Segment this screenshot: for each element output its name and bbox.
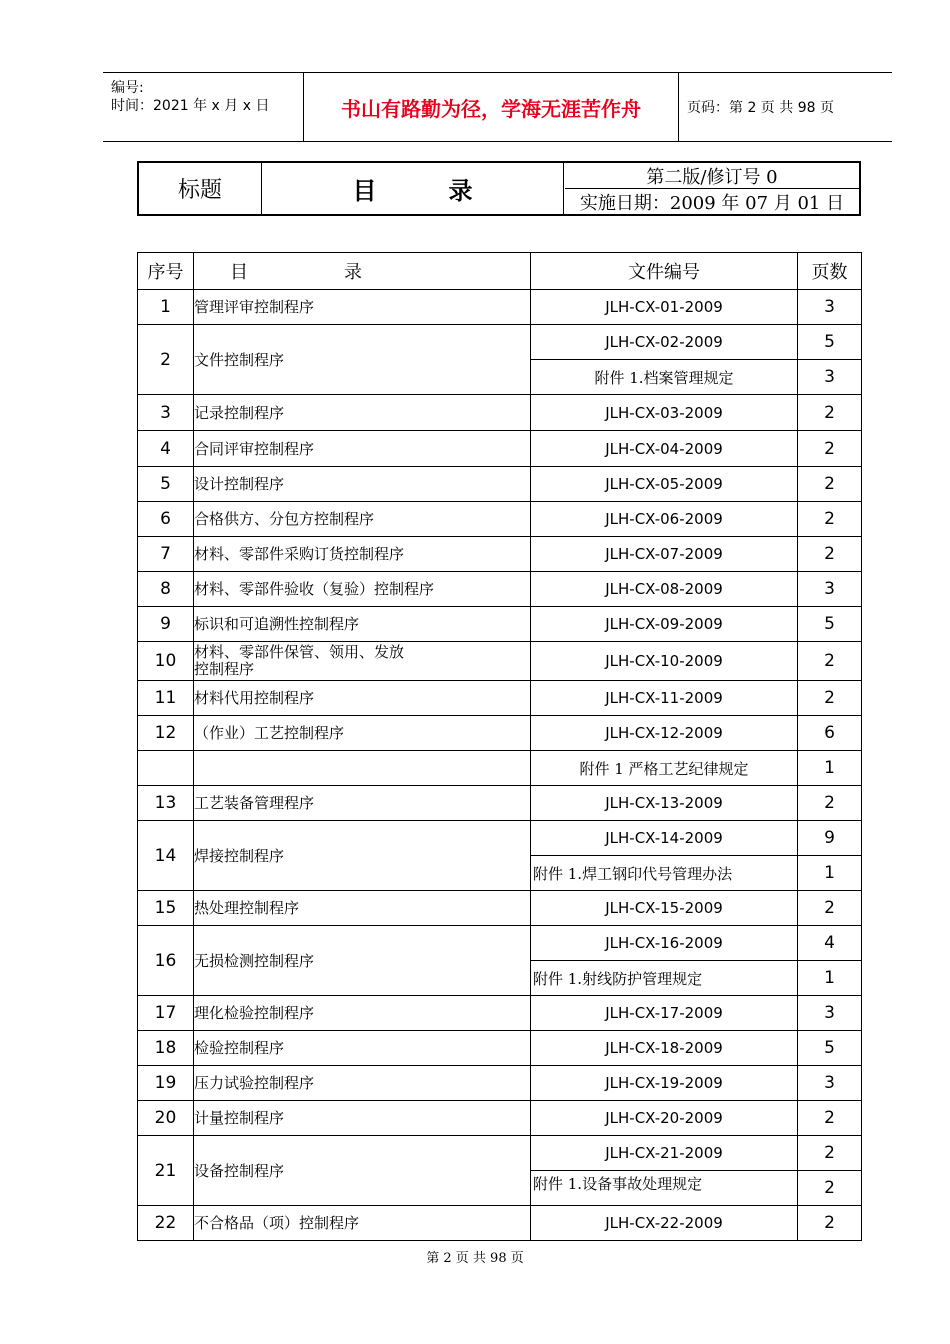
row-code: JLH-CX-11-2009 [531, 681, 798, 716]
header-name-a: 目 [230, 262, 248, 283]
table-row [138, 786, 862, 821]
row-name [194, 751, 531, 786]
row-pages: 4 [798, 926, 862, 961]
row-pages: 5 [798, 607, 862, 642]
row-code: JLH-CX-14-2009 [531, 821, 798, 856]
row-no: 2 [138, 325, 194, 395]
row-no: 19 [138, 1066, 194, 1101]
row-no [138, 751, 194, 786]
row-code: JLH-CX-15-2009 [531, 891, 798, 926]
row-sub-code: 附件 1.射线防护管理规定 [531, 961, 798, 996]
row-name: 记录控制程序 [194, 395, 531, 431]
table-row [138, 821, 862, 856]
row-pages: 2 [798, 395, 862, 431]
row-pages: 2 [798, 786, 862, 821]
row-name: （作业）工艺控制程序 [194, 716, 531, 751]
row-code: 附件 1 严格工艺纪律规定 [531, 751, 798, 786]
row-pages: 2 [798, 1136, 862, 1171]
row-pages: 3 [798, 572, 862, 607]
row-pages: 1 [798, 751, 862, 786]
table-row [138, 681, 862, 716]
row-code: JLH-CX-21-2009 [531, 1136, 798, 1171]
row-no: 14 [138, 821, 194, 891]
table-row [138, 891, 862, 926]
table-row [138, 642, 862, 681]
row-name: 无损检测控制程序 [194, 926, 531, 996]
table-row [138, 502, 862, 537]
row-no: 6 [138, 502, 194, 537]
row-name: 合同评审控制程序 [194, 431, 531, 467]
row-pages: 2 [798, 681, 862, 716]
table-row [138, 325, 862, 360]
row-name: 压力试验控制程序 [194, 1066, 531, 1101]
row-name: 材料、零部件验收（复验）控制程序 [194, 572, 531, 607]
row-no: 3 [138, 395, 194, 431]
row-sub-pages: 1 [798, 961, 862, 996]
row-name: 标识和可追溯性控制程序 [194, 607, 531, 642]
row-name: 材料代用控制程序 [194, 681, 531, 716]
row-pages: 5 [798, 1031, 862, 1066]
row-no: 12 [138, 716, 194, 751]
table-header-row [138, 253, 862, 290]
page-footer: 第 2 页 共 98 页 [426, 1251, 524, 1266]
row-code: JLH-CX-03-2009 [531, 395, 798, 431]
table-row [138, 996, 862, 1031]
row-pages: 6 [798, 716, 862, 751]
row-no: 4 [138, 431, 194, 467]
row-no: 1 [138, 290, 194, 325]
row-sub-code: 附件 1.设备事故处理规定 [531, 1171, 798, 1206]
table-row [138, 1206, 862, 1241]
table-row [138, 572, 862, 607]
table-row [138, 1031, 862, 1066]
table-row [138, 431, 862, 467]
row-no: 17 [138, 996, 194, 1031]
row-code: JLH-CX-18-2009 [531, 1031, 798, 1066]
row-name-line2: 控制程序 [194, 660, 255, 678]
row-pages: 2 [798, 1206, 862, 1241]
row-name: 焊接控制程序 [194, 821, 531, 891]
table-row [138, 467, 862, 502]
row-no: 21 [138, 1136, 194, 1206]
row-no: 22 [138, 1206, 194, 1241]
row-no: 8 [138, 572, 194, 607]
toc-table [137, 252, 862, 1241]
header-name-b: 录 [344, 262, 362, 283]
table-row [138, 290, 862, 325]
row-name-line1: 材料、零部件保管、领用、发放 [194, 643, 405, 661]
row-name: 合格供方、分包方控制程序 [194, 502, 531, 537]
row-code: JLH-CX-05-2009 [531, 467, 798, 502]
row-sub-code: 附件 1.焊工钢印代号管理办法 [531, 856, 798, 891]
title-block [137, 161, 861, 216]
table-row [138, 751, 862, 786]
table-row [138, 607, 862, 642]
row-no: 20 [138, 1101, 194, 1136]
row-no: 7 [138, 537, 194, 572]
row-pages: 2 [798, 537, 862, 572]
row-no: 5 [138, 467, 194, 502]
row-sub-pages: 3 [798, 360, 862, 395]
title-label: 标题 [139, 163, 262, 214]
row-pages: 2 [798, 1101, 862, 1136]
row-pages: 2 [798, 431, 862, 467]
document-title: 目录 [262, 163, 564, 214]
page-header [103, 72, 892, 142]
row-name: 理化检验控制程序 [194, 996, 531, 1031]
row-pages: 2 [798, 467, 862, 502]
row-pages: 5 [798, 325, 862, 360]
row-name: 文件控制程序 [194, 325, 531, 395]
row-name: 管理评审控制程序 [194, 290, 531, 325]
effective-date: 实施日期：2009 年 07 月 01 日 [579, 192, 845, 214]
row-no: 11 [138, 681, 194, 716]
row-code: JLH-CX-17-2009 [531, 996, 798, 1031]
table-row [138, 716, 862, 751]
row-code: JLH-CX-04-2009 [531, 431, 798, 467]
row-no: 10 [138, 642, 194, 681]
table-row [138, 1136, 862, 1171]
row-no: 16 [138, 926, 194, 996]
row-code: JLH-CX-07-2009 [531, 537, 798, 572]
row-sub-code: 附件 1.档案管理规定 [531, 360, 798, 395]
row-sub-pages: 1 [798, 856, 862, 891]
row-pages: 9 [798, 821, 862, 856]
row-pages: 3 [798, 996, 862, 1031]
row-name: 不合格品（项）控制程序 [194, 1206, 531, 1241]
row-no: 13 [138, 786, 194, 821]
row-no: 18 [138, 1031, 194, 1066]
row-code: JLH-CX-08-2009 [531, 572, 798, 607]
row-name: 计量控制程序 [194, 1101, 531, 1136]
row-code: JLH-CX-22-2009 [531, 1206, 798, 1241]
row-code: JLH-CX-06-2009 [531, 502, 798, 537]
row-code: JLH-CX-10-2009 [531, 642, 798, 681]
table-row [138, 1101, 862, 1136]
row-code: JLH-CX-16-2009 [531, 926, 798, 961]
row-pages: 3 [798, 290, 862, 325]
number-label: 编号: [111, 80, 144, 96]
header-name [194, 253, 531, 290]
table-row [138, 1066, 862, 1101]
row-pages: 3 [798, 1066, 862, 1101]
row-name: 工艺装备管理程序 [194, 786, 531, 821]
row-pages: 2 [798, 642, 862, 681]
header-pages: 页数 [798, 253, 862, 290]
row-no: 15 [138, 891, 194, 926]
table-row [138, 537, 862, 572]
row-name: 热处理控制程序 [194, 891, 531, 926]
row-name: 设备控制程序 [194, 1136, 531, 1206]
row-name: 检验控制程序 [194, 1031, 531, 1066]
row-pages: 2 [798, 502, 862, 537]
row-code: JLH-CX-20-2009 [531, 1101, 798, 1136]
row-name [194, 642, 531, 681]
header-no: 序号 [138, 253, 194, 290]
row-name: 设计控制程序 [194, 467, 531, 502]
table-row [138, 395, 862, 431]
row-no: 9 [138, 607, 194, 642]
row-code: JLH-CX-09-2009 [531, 607, 798, 642]
version-info: 第二版/修订号 0 [565, 163, 859, 189]
row-code: JLH-CX-01-2009 [531, 290, 798, 325]
time-label: 时间：2021 年 x 月 x 日 [111, 98, 270, 114]
header-meta [103, 73, 304, 141]
row-code: JLH-CX-19-2009 [531, 1066, 798, 1101]
row-name: 材料、零部件采购订货控制程序 [194, 537, 531, 572]
row-pages: 2 [798, 891, 862, 926]
row-code: JLH-CX-02-2009 [531, 325, 798, 360]
row-sub-pages: 2 [798, 1171, 862, 1206]
header-code: 文件编号 [531, 253, 798, 290]
header-motto: 书山有路勤为径，学海无涯苦作舟 [304, 73, 679, 141]
header-page-info: 页码：第 2 页 共 98 页 [687, 100, 834, 116]
row-code: JLH-CX-13-2009 [531, 786, 798, 821]
table-row [138, 926, 862, 961]
row-code: JLH-CX-12-2009 [531, 716, 798, 751]
